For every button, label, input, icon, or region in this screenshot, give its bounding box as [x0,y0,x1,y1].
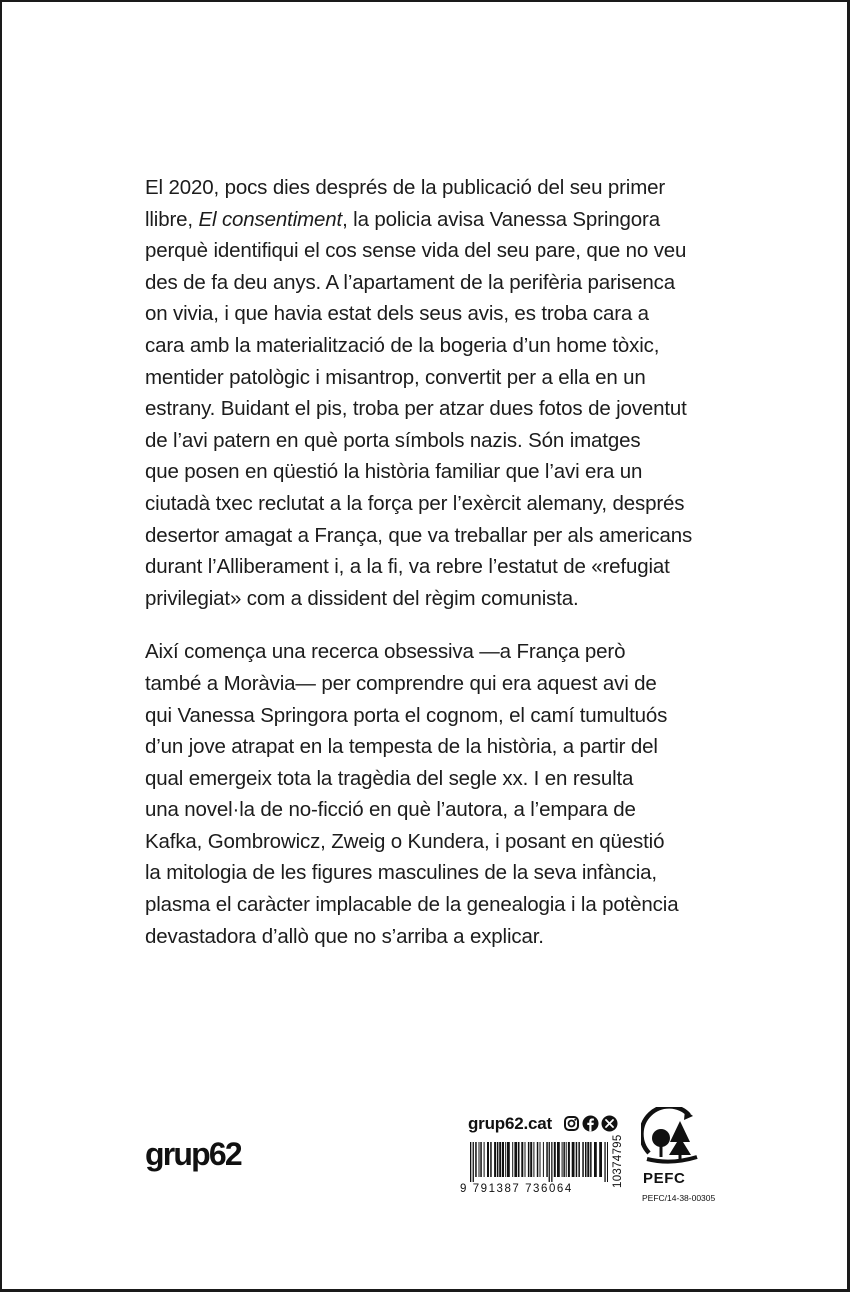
x-icon[interactable] [601,1115,618,1132]
blurb-line: d’un jove atrapat en la tempesta de la història, a partir del [145,735,658,759]
blurb-line: Així comença una recerca obsessiva —a França però [145,640,626,664]
blurb-line: on vivia, i que havia estat dels seus avis, es troba cara a [145,302,649,326]
blurb-line: des de fa deu anys. A l’apartament de la perifèria parisenca [145,270,676,294]
pefc-trees-icon [641,1107,705,1169]
blurb-paragraph-1 [145,172,725,614]
blurb-line: mentider patològic i misantrop, convertit per a ella en un [145,365,646,389]
blurb-line: llibre, El consentiment, la policia avisa Vanessa Springora [145,207,660,231]
blurb-line: durant l’Alliberament i, a la fi, va rebre l’estatut de «refugiat [145,555,670,579]
blurb-line: desertor amagat a França, que va treballar per als americans [145,523,693,547]
barcode-digits: 9 791387 736064 [460,1183,573,1195]
blurb-line: estrany. Buidant el pis, troba per atzar dues fotos de joventut [145,397,687,421]
book-title-italic: El consentiment [198,207,343,231]
back-cover [2,2,847,1289]
blurb-line: ciutadà txec reclutat a la força per l’exèrcit alemany, després [145,491,685,515]
blurb-text [145,172,725,952]
blurb-line: plasma el caràcter implacable de la genealogia i la potència [145,893,679,917]
blurb-line: que posen en qüestió la història familiar que l’avi era un [145,460,643,484]
pefc-code: PEFC/14-38-00305 [642,1193,716,1203]
blurb-line: privilegiat» com a dissident del règim comunista. [145,586,579,610]
publisher-website[interactable]: grup62.cat [468,1114,552,1133]
barcode-side-code: 10374795 [612,1134,624,1188]
blurb-line: qui Vanessa Springora porta el cognom, el camí tumultuós [145,703,668,727]
blurb-line: una novel·la de no-ficció en què l’autora, a l’empara de [145,798,636,822]
blurb-line: Kafka, Gombrowicz, Zweig o Kundera, i posant en qüestió [145,829,665,853]
blurb-line: de l’avi patern en què porta símbols nazis. Són imatges [145,428,641,452]
blurb-line: devastadora d’allò que no s’arriba a explicar. [145,924,544,948]
blurb-line: perquè identifiqui el cos sense vida del seu pare, que no veu [145,239,687,263]
blurb-line: la mitologia de les figures masculines de la seva infància, [145,861,657,885]
blurb-paragraph-2 [145,636,725,952]
barcode [468,1142,608,1182]
blurb-line: cara amb la materialització de la bogeria d’un home tòxic, [145,333,660,357]
blurb-line: El 2020, pocs dies després de la publicació del seu primer [145,176,666,199]
pefc-label: PEFC [643,1170,686,1187]
instagram-icon[interactable] [563,1115,580,1132]
facebook-icon[interactable] [582,1115,599,1132]
publisher-logo: grup62 [145,1136,241,1172]
blurb-line: qual emergeix tota la tragèdia del segle xx. I en resulta [145,766,634,790]
blurb-line: també a Moràvia— per comprendre qui era aquest avi de [145,671,657,695]
